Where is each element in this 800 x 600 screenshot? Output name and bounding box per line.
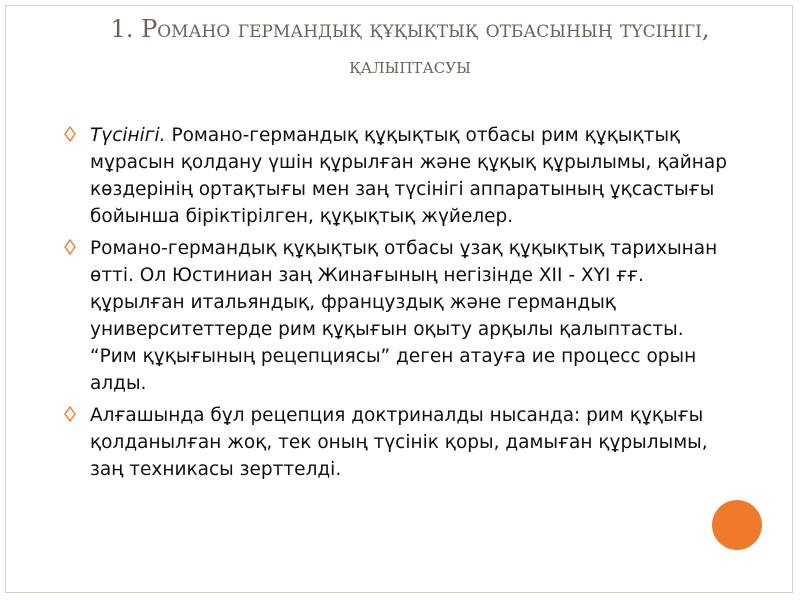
bullet-item-2	[64, 235, 736, 397]
bullet-text: Романо-германдық құқықтық отбасы ұзақ құқықтық тарихынан өтті. Ол Юстиниан заң Жинағының негізінде XII - XYI ғғ. құрылған итальяндық, француздық және германдық университеттерде рим құқығын оқыту арқылы қалыптасты. “Рим құқығының рецепциясы” деген атауға ие процесс орын алды.	[90, 238, 718, 394]
bullet-icon	[64, 126, 78, 144]
slide-title	[60, 10, 760, 86]
bullet-icon	[64, 239, 78, 257]
bullet-text: Романо-германдық құқықтық отбасы рим құқықтық мұрасын қолдану үшін құрылған және құқық құрылымы, қайнар көздерінің ортақтығы мен заң түсінігі аппаратының ұқсастығы бойынша біріктірілген, құқықтық жүйелер.	[90, 125, 727, 227]
orange-circle-icon	[712, 500, 762, 550]
slide-content	[64, 122, 736, 488]
slide-title-line-2: қалыптасуы	[349, 54, 471, 79]
bullet-text: Алғашында бұл рецепция доктриналды нысанда: рим құқығы қолданылған жоқ, тек оның түсінік қоры, дамыған құрылымы, заң техникасы зерттелді.	[90, 405, 708, 480]
bullet-icon	[64, 406, 78, 424]
slide-title-line-1: 1. Романо германдық құқықтық отбасының түсінігі,	[110, 15, 710, 43]
term-label: Түсінігі.	[90, 125, 166, 146]
bullet-item-3	[64, 402, 736, 483]
bullet-item-1	[64, 122, 736, 230]
